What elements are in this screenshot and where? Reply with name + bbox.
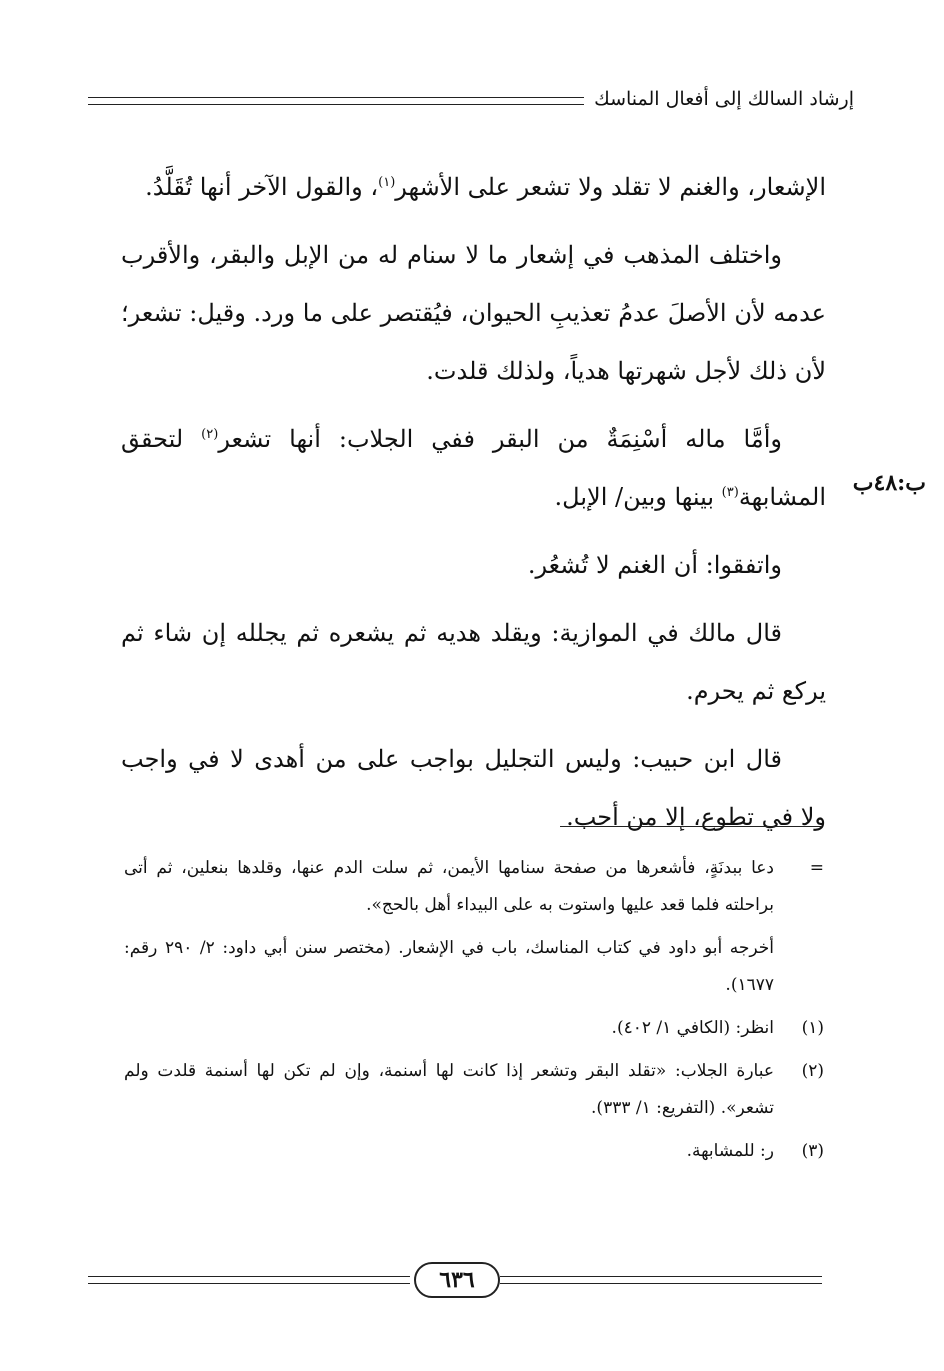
- footnote-2-mark: (٢): [801, 1061, 824, 1081]
- footnote-2: [124, 1053, 824, 1127]
- continuation-mark: =: [809, 858, 824, 878]
- footer-rule-right: [500, 1276, 822, 1284]
- footnote-3-mark: (٣): [801, 1141, 824, 1161]
- main-text: [121, 158, 826, 856]
- header-double-rule: [88, 97, 584, 105]
- book-title: إرشاد السالك إلى أفعال المناسك: [594, 88, 854, 110]
- paragraph-3-text-a: وأمَّا ماله أسْنِمَةٌ من البقر ففي الجلاب: أنها تشعر: [218, 425, 782, 453]
- manuscript-folio-note: ب:٤٨ب: [852, 470, 926, 496]
- paragraph-1-text-b: ، والقول الآخر أنها تُقَلَّدُ.: [145, 173, 379, 201]
- paragraph-3: [121, 410, 826, 526]
- footnote-3: [124, 1133, 824, 1170]
- paragraph-3-text-c: بينها وبين/ الإبل.: [554, 483, 722, 511]
- paragraph-3-text-b: لتحقق المشابهة: [121, 425, 826, 511]
- footnote-1-text: انظر: (الكافي ١/ ٤٠٢).: [611, 1018, 774, 1038]
- running-header: [88, 84, 854, 114]
- continuation-text-2: أخرجه أبو داود في كتاب المناسك، باب في الإشعار. (مختصر سنن أبي داود: ٢/ ٢٩٠ رقم: ١٦٧٧).: [124, 938, 775, 995]
- paragraph-2: واختلف المذهب في إشعار ما لا سنام له من الإبل والبقر، والأقرب عدمه لأن الأصلَ عدمُ تعذيبِ الحيوان، فيُقتصر على ما ورد. وقيل: تشعر؛ لأن ذلك لأجل شهرتها هدياً، ولذلك قلدت.: [121, 241, 826, 385]
- page-number: ٦٣٦: [414, 1262, 500, 1298]
- footnote-1-mark: (١): [801, 1018, 824, 1038]
- continuation-text-1: دعا ببدنَةٍ، فأشعرها من صفحة سنامها الأيمن، ثم سلت الدم عنها، وقلدها بنعلين، ثم أتى براحلته فلما قعد عليها واستوت به على البيداء أهل بالحج».: [124, 858, 774, 915]
- footnote-separator: [560, 826, 822, 827]
- footnote-continuation: [124, 850, 824, 924]
- footnote-3-text: ر: للمشابهة.: [686, 1141, 774, 1161]
- paragraph-6: قال ابن حبيب: وليس التجليل بواجب على من أهدى لا في واجب ولا في تطوع، إلا من أحب.: [121, 745, 826, 831]
- footer-rule-left: [88, 1276, 410, 1284]
- footnotes-section: [124, 850, 824, 1176]
- footnote-ref-2[interactable]: (٢): [201, 427, 219, 442]
- footnote-ref-1[interactable]: (١): [378, 175, 396, 190]
- paragraph-5: قال مالك في الموازية: ويقلد هديه ثم يشعره ثم يجلله إن شاء ثم يركع ثم يحرم.: [121, 619, 826, 705]
- footnote-ref-3[interactable]: (٣): [721, 485, 739, 500]
- page-footer: [88, 1262, 822, 1298]
- paragraph-4: واتفقوا: أن الغنم لا تُشعُر.: [527, 551, 782, 579]
- footnote-1: [124, 1010, 824, 1047]
- footnote-2-text: عبارة الجلاب: «تقلد البقر وتشعر إذا كانت لها أسنمة، وإن لم تكن لها أسنمة قلدت ولم تشعر». (التفريع: ١/ ٣٣٣).: [124, 1061, 774, 1118]
- paragraph-1: [121, 158, 826, 216]
- paragraph-1-text-a: الإشعار، والغنم لا تقلد ولا تشعر على الأشهر: [395, 173, 826, 201]
